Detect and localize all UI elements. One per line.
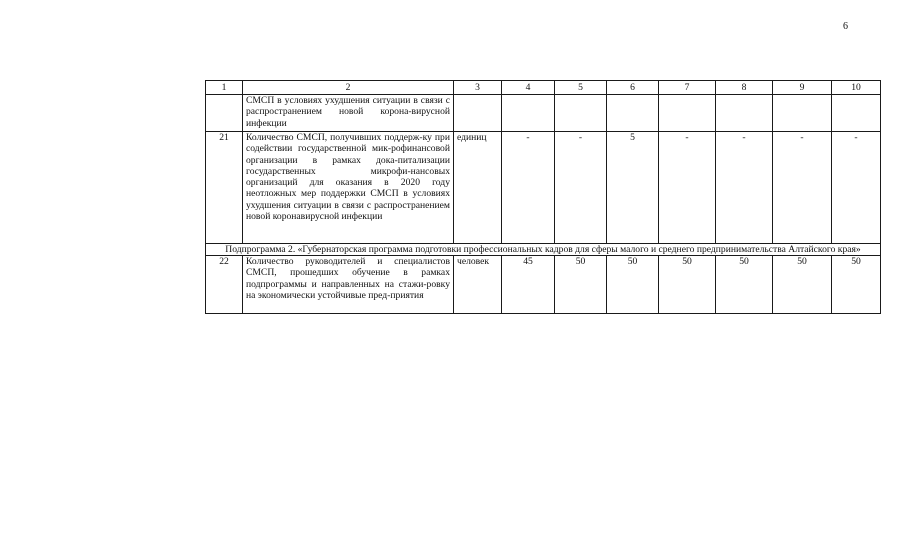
table-header-row (206, 81, 881, 95)
value-cell: 50 (555, 256, 607, 314)
value-cell (773, 95, 832, 132)
value-cell: - (773, 132, 832, 244)
value-cell: - (659, 132, 716, 244)
value-cell: - (716, 132, 773, 244)
header-cell: 4 (502, 81, 555, 95)
header-cell: 8 (716, 81, 773, 95)
table-row (206, 256, 881, 314)
header-cell: 1 (206, 81, 243, 95)
value-cell (555, 95, 607, 132)
value-cell: - (502, 132, 555, 244)
unit-cell: человек (454, 256, 502, 314)
row-number-cell: 21 (206, 132, 243, 244)
unit-cell: единиц (454, 132, 502, 244)
value-cell (659, 95, 716, 132)
table-row (206, 132, 881, 244)
indicator-description: СМСП в условиях ухудшения ситуации в связи с распространением новой корона-вирусной инфекции (243, 95, 454, 132)
header-cell: 6 (607, 81, 659, 95)
value-cell: 50 (659, 256, 716, 314)
value-cell (832, 95, 881, 132)
value-cell: - (555, 132, 607, 244)
indicator-description: Количество руководителей и специалистов СМСП, прошедших обучение в рамках подпрограммы и направленных на стажи-ровку на экономически устойчивые пред-приятия (243, 256, 454, 314)
table-row (206, 95, 881, 132)
value-cell: 50 (607, 256, 659, 314)
header-cell: 7 (659, 81, 716, 95)
value-cell (502, 95, 555, 132)
subprogram-title: Подпрограмма 2. «Губернаторская программа подготовки профессиональных кадров для сферы малого и среднего предпринимательства Алтайского края» (206, 244, 881, 256)
value-cell: 5 (607, 132, 659, 244)
value-cell: 50 (716, 256, 773, 314)
page-number: 6 (843, 21, 848, 32)
header-cell: 2 (243, 81, 454, 95)
row-number-cell (206, 95, 243, 132)
header-cell: 5 (555, 81, 607, 95)
subprogram-row (206, 244, 881, 256)
header-cell: 3 (454, 81, 502, 95)
unit-cell (454, 95, 502, 132)
value-cell (716, 95, 773, 132)
indicators-table (205, 80, 881, 314)
value-cell: - (832, 132, 881, 244)
value-cell: 50 (773, 256, 832, 314)
value-cell: 50 (832, 256, 881, 314)
header-cell: 10 (832, 81, 881, 95)
value-cell (607, 95, 659, 132)
row-number-cell: 22 (206, 256, 243, 314)
header-cell: 9 (773, 81, 832, 95)
value-cell: 45 (502, 256, 555, 314)
indicator-description: Количество СМСП, получивших поддерж-ку при содействии государственной мик-рофинансовой организации в рамках дока-питализации государственных микрофи-нансовых организаций для оказания в 2020 году неотложных мер поддержки СМСП в условиях ухудшения ситуации в связи с распространением новой коронавирусной инфекции (243, 132, 454, 244)
